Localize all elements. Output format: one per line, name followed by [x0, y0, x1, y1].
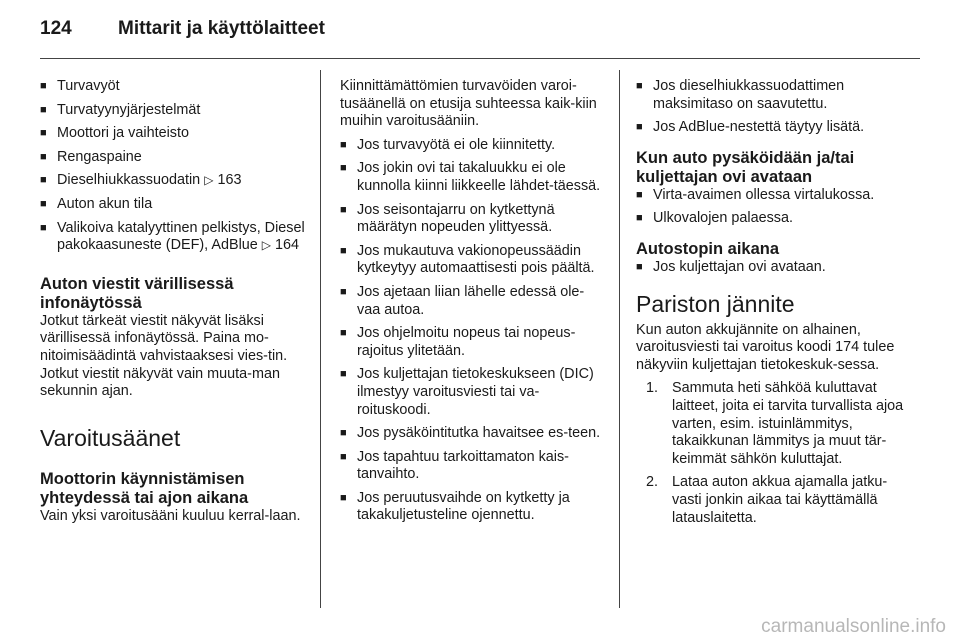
page-ref[interactable]: 163	[217, 172, 242, 189]
list-item: ■ Jos ohjelmoitu nopeus tai nopeus-rajoitus ylitetään.	[340, 325, 605, 360]
list-item: ■ Jos mukautuva vakionopeussäädin kytkeytyy automaattisesti pois päältä.	[340, 243, 605, 278]
subheading: Auton viestit värillisessä infonäytössä	[40, 274, 234, 312]
list-item: ■ Jos kuljettajan tietokeskukseen (DIC) ilmestyy varoitusviesti tai va-roituskoodi.	[340, 366, 605, 419]
column-1	[40, 78, 308, 525]
list-item: ■ Turvavyöt	[40, 78, 308, 96]
page-ref[interactable]: 164	[275, 237, 300, 254]
subheading: Moottorin käynnistämisen yhteydessä tai ajon aikana	[40, 469, 249, 507]
column-divider	[619, 70, 620, 608]
column-divider	[320, 70, 321, 608]
list-item: ■ Jos peruutusvaihde on kytketty ja takakuljetusteline ojennettu.	[340, 490, 605, 525]
page-number: 124	[40, 18, 72, 39]
list-item: ■ Jos seisontajarru on kytkettynä määrätyn nopeuden ylittyessä.	[340, 202, 605, 237]
paragraph: Kun auton akkujännite on alhainen, varoitusviesti tai varoitus koodi 174 tulee näkyviin kuljettajan tietokeskuk-sessa.	[636, 321, 895, 373]
list-item: ■ Jos jokin ovi tai takaluukku ei ole kunnolla kiinni liikkeelle lähdet-täessä.	[340, 160, 605, 195]
column-2	[340, 78, 605, 531]
list-item: ■ Valikoiva katalyyttinen pelkistys, Diesel pakokaasuneste (DEF), AdBlue ▷ 164	[40, 220, 308, 255]
column-3	[636, 78, 904, 533]
page-ref-arrow-icon: ▷	[204, 173, 214, 188]
list-item: ■ Jos turvavyötä ei ole kiinnitetty.	[340, 137, 605, 155]
page-ref-arrow-icon: ▷	[261, 238, 272, 253]
list-item: ■ Virta-avaimen ollessa virtalukossa.	[636, 187, 904, 205]
list-item: ■ Rengaspaine	[40, 149, 308, 167]
subheading: Autostopin aikana	[636, 239, 780, 258]
section-title: Varoitusäänet	[40, 424, 181, 451]
bullet-list	[340, 137, 605, 525]
section-title: Pariston jännite	[636, 290, 795, 317]
list-item: ■ Jos pysäköintitutka havaitsee es-teen.	[340, 425, 605, 443]
list-item: ■ Jos ajetaan liian lähelle edessä ole-vaa autoa.	[340, 284, 605, 319]
list-item: ■ Moottori ja vaihteisto	[40, 125, 308, 143]
paragraph: Jotkut tärkeät viestit näkyvät lisäksi värillisessä infonäytössä. Paina mo-nitoimisäädintä vahvistaaksesi vies-tin. Jotkut viestit näkyvät vain muuta-man sekunnin ajan.	[40, 312, 288, 400]
list-item: ■ Jos tapahtuu tarkoittamaton kais-tanvaihto.	[340, 449, 605, 484]
page-header	[40, 18, 325, 48]
numbered-list	[636, 380, 904, 527]
list-item: ■ Auton akun tila	[40, 196, 308, 214]
header-rule	[40, 58, 920, 59]
list-item: ■ Jos kuljettajan ovi avataan.	[636, 259, 904, 277]
subheading: Kun auto pysäköidään ja/tai kuljettajan ovi avataan	[636, 148, 855, 186]
list-item: 2. Lataa auton akkua ajamalla jatku-vasti jonkin aikaa tai käyttämällä latauslaitetta.	[646, 474, 888, 526]
page-title: Mittarit ja käyttölaitteet	[118, 18, 325, 39]
bullet-list	[636, 78, 904, 137]
list-item: ■ Turvatyynyjärjestelmät	[40, 102, 308, 120]
paragraph: Kiinnittämättömien turvavöiden varoi-tusäänellä on etusija suhteessa kaik-kiin muihin varoitusääniin.	[340, 78, 597, 130]
watermark: carmanualsonline.info	[761, 616, 946, 637]
list-item: ■ Jos dieselhiukkassuodattimen maksimitaso on saavutettu.	[636, 78, 904, 113]
bullet-list	[636, 187, 904, 228]
list-item: 1. Sammuta heti sähköä kuluttavat laitteet, joita ei tarvita turvallista ajoa varten, esim. istuinlämmitys, takaikkunan lämmitys ja muut tär-keimmät sähkön kuluttajat.	[646, 380, 904, 467]
bullet-list	[636, 259, 904, 277]
list-item: ■ Dieselhiukkassuodatin ▷ 163	[40, 172, 308, 190]
paragraph: Vain yksi varoitusääni kuuluu kerral-laan.	[40, 507, 301, 524]
list-item: ■ Jos AdBlue-nestettä täytyy lisätä.	[636, 119, 904, 137]
list-item: ■ Ulkovalojen palaessa.	[636, 210, 904, 228]
bullet-list	[40, 78, 308, 255]
